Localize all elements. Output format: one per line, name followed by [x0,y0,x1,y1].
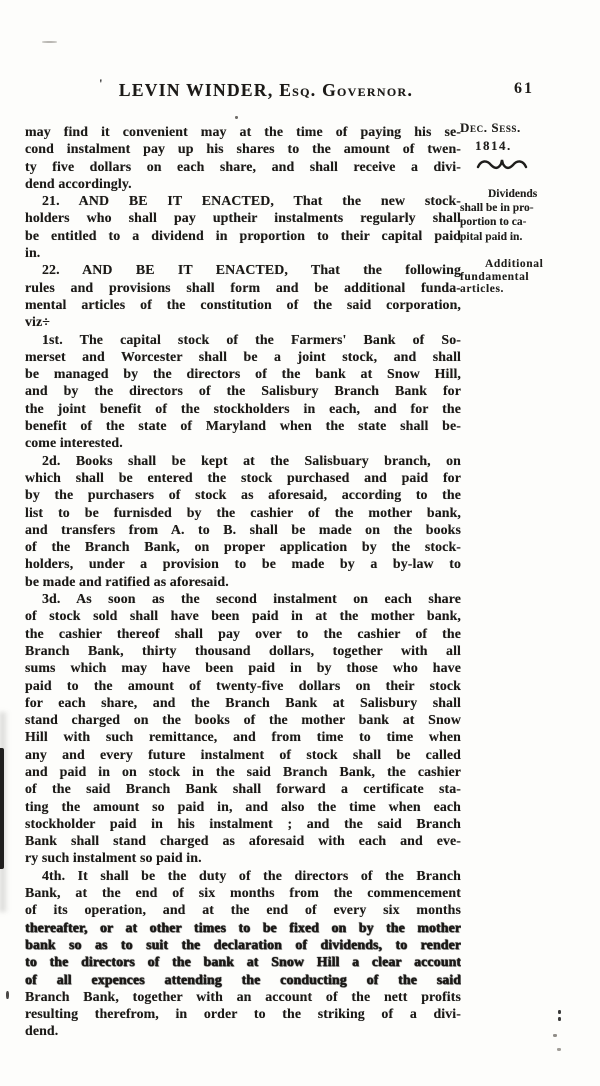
text-line: holders who shall pay uptheir instalments regularly shall [25,211,461,227]
body-text [25,124,461,1041]
text-line: 2d. Books shall be kept at the Salisbuary branch, on [42,453,461,469]
ink-speck [557,1048,561,1051]
session-year: 1814. [475,138,512,153]
text-line: Bank, at the end of six months from the commencement [25,886,461,902]
scan-edge-mark [0,748,4,869]
text-line: mental articles of the constitution of the said corporation, [25,297,461,313]
text-line: Branch Bank, together with an account of the nett profits [25,989,461,1005]
flourish-icon [476,157,528,171]
text-line: Hill with such remittance, and from time to time when [25,730,461,746]
text-line: merset and Worcester shall be a joint stock, and shall [25,349,461,365]
ink-speck [553,1034,557,1037]
text-line: come interested. [25,436,123,452]
text-line: ry such instalment so paid in. [25,851,202,867]
governor-name: LEVIN WINDER, [118,80,280,100]
margin-note-line: shall be in pro- [460,202,534,215]
text-line: ty five dollars on each share, and shall receive a divi- [25,159,461,175]
text-line: of its operation, and at the end of every six months [25,903,461,919]
margin-note-session [460,119,564,171]
text-line: sums which may have been paid in by those who have [25,661,461,677]
page-title [103,80,429,101]
margin-note-line: pital paid in. [460,230,523,243]
governor-title-suffix: Esq. Governor. [279,80,414,100]
page-number: 61 [514,80,534,97]
text-line: ting the amount so paid in, and also the time when each [25,799,461,815]
ink-speck [6,991,9,999]
text-line: may find it convenient may at the time of paying his se- [25,125,461,140]
text-line: resulting therefrom, in order to the striking of a divi- [25,1007,461,1023]
text-line: list to be furnisded by the cashier of the mother bank, [25,505,461,521]
text-line: dend accordingly. [25,176,132,192]
text-line: of all expences attending the conducting of the said [25,972,461,988]
text-line: be entitled to a dividend in proportion to their capital paid [25,228,461,244]
text-line: any and every future instalment of stock shall be called [25,747,461,763]
text-line: benefit of the state of Maryland when the state shall be- [25,419,461,435]
text-line: 4th. It shall be the duty of the directors of the Branch [42,868,461,884]
session-label: Dec. Sess. [460,120,521,135]
text-line: and transfers from A. to B. shall be made on the books [25,522,461,538]
text-line: and paid in on stock in the said Branch Bank, the cashier [25,764,461,780]
text-line: be made and ratified as aforesaid. [25,574,229,590]
text-line: to the directors of the bank at Snow Hill a clear account [25,955,461,971]
margin-note-line: Dividends [488,188,538,200]
ink-speck [558,1010,561,1014]
text-line: bank so as to suit the declaration of dividends, to render [25,937,461,953]
text-line: in. [25,246,41,262]
margin-note-line: fundamental [460,270,530,283]
text-line: stockholder paid in his instalment ; and the said Branch [25,816,461,832]
text-line: 3d. As soon as the second instalment on each share [42,592,461,608]
margin-note-line: Additional [485,258,544,270]
text-line: the joint benefit of the stockholders in each, and for the [25,401,461,417]
text-line: for each share, and the Branch Bank at Salisbury shall [25,695,461,711]
text-line: be managed by the directors of the bank at Snow Hill, [25,367,461,383]
text-line: viz÷ [25,315,50,331]
text-line: thereafter, or at other times to be fixed on by the mother [25,920,461,936]
margin-note-line: portion to ca- [460,216,527,229]
text-line: 1st. The capital stock of the Farmers' Bank of So- [42,332,461,348]
text-line: and by the directors of the Salisbury Branch Bank for [25,384,461,400]
text-line: the cashier thereof shall pay over to the cashier of the [25,626,461,642]
text-line: which shall be entered the stock purchased and paid for [25,470,461,486]
text-line: of the said Branch Bank shall forward a certificate sta- [25,782,461,798]
text-line: 22. AND BE IT ENACTED, That the following [42,263,461,279]
text-line: Branch Bank, thirty thousand dollars, together with all [25,643,461,659]
margin-note-line: articles. [460,283,505,296]
text-line: by the purchasers of stock as aforesaid, according to the [25,488,461,504]
text-line: rules and provisions shall form and be additional funda- [25,280,461,296]
text-line: stand charged on the books of the mother bank at Snow [25,713,461,729]
text-line: cond instalment pay up his shares to the amount of twen- [25,142,461,158]
ink-speck [235,116,238,119]
text-line: 21. AND BE IT ENACTED, That the new stock- [42,194,461,210]
text-line: of stock sold shall have been paid in at the mother bank, [25,609,461,625]
text-line: Bank shall stand charged as aforesaid with each and eve- [25,834,461,850]
margin-note-dividends [460,187,564,244]
text-line: paid to the amount of twenty-five dollars on their stock [25,678,461,694]
text-line: of the Branch Bank, on proper application by the stock- [25,540,461,556]
margin-note-articles [460,258,564,296]
stray-quote-mark: ' [99,76,103,91]
ink-speck [42,41,57,43]
text-line: holders, under a provision to be made by a by-law to [25,557,461,573]
text-line: dend. [25,1024,59,1040]
